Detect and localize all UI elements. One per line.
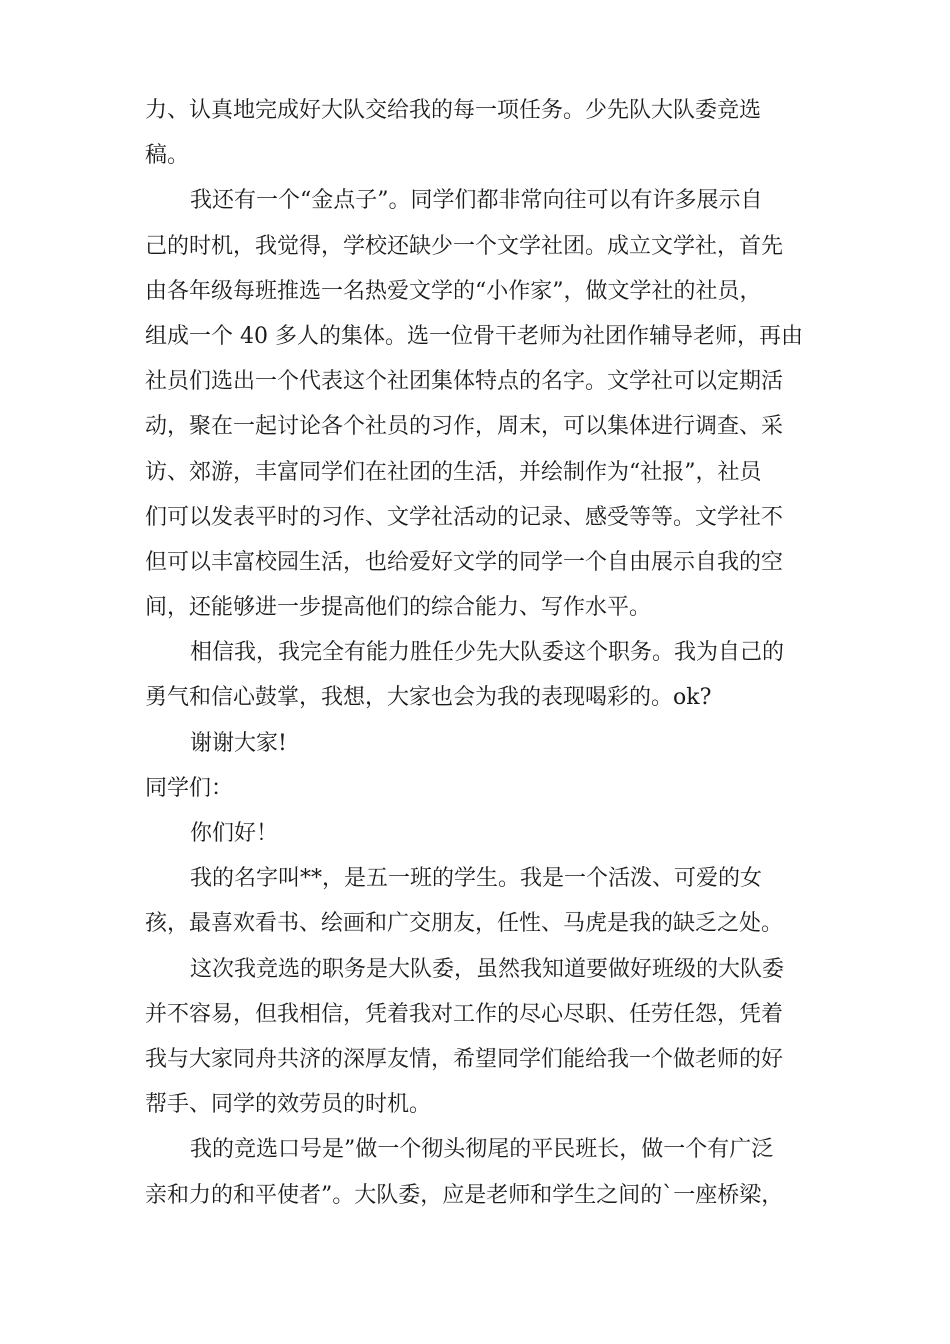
text-line: 但可以丰富校园生活，也给爱好文学的同学一个自由展示自我的空 — [145, 549, 784, 575]
text-line: 亲和力的和平使者”。大队委，应是老师和学生之间的`一座桥梁， — [145, 1182, 784, 1208]
text-line: 我的名字叫**，是五一班的学生。我是一个活泼、可爱的女 — [190, 866, 763, 892]
text-line: 我的竞选口号是”做一个彻头彻尾的平民班长，做一个有广泛 — [190, 1137, 774, 1163]
text-line: 谢谢大家! — [190, 730, 287, 756]
text-line: 帮手、同学的效劳员的时机。 — [145, 1092, 432, 1118]
text-line: 你们好！ — [190, 821, 279, 846]
text-line: 由各年级每班推选一名热爱文学的“小作家”，做文学社的社员， — [145, 278, 762, 304]
text-line: 己的时机，我觉得，学校还缺少一个文学社团。成立文学社，首先 — [145, 233, 784, 259]
text-line: 并不容易，但我相信，凭着我对工作的尽心尽职、任劳任怨，凭着 — [145, 1001, 784, 1027]
text-line: 我还有一个“金点子”。同学们都非常向往可以有许多展示自 — [190, 188, 763, 214]
text-line: 稿。 — [145, 143, 190, 169]
text-line: 我与大家同舟共济的深厚友情，希望同学们能给我一个做老师的好 — [145, 1046, 784, 1072]
text-line: 相信我，我完全有能力胜任少先大队委这个职务。我为自己的 — [190, 640, 785, 666]
text-line: 同学们： — [145, 775, 234, 801]
text-line: 间，还能够进一步提高他们的综合能力、写作水平。 — [145, 595, 652, 621]
text-line: 这次我竞选的职务是大队委，虽然我知道要做好班级的大队委 — [190, 956, 785, 982]
text-line: 动，聚在一起讨论各个社员的习作，周末，可以集体进行调查、采 — [145, 414, 784, 440]
document-body — [145, 88, 815, 1218]
text-line: 力、认真地完成好大队交给我的每一项任务。少先队大队委竞选 — [145, 98, 762, 123]
text-line: 勇气和信心鼓掌，我想，大家也会为我的表现喝彩的。ok? — [145, 685, 712, 711]
text-line: 们可以发表平时的习作、文学社活动的记录、感受等等。文学社不 — [145, 504, 784, 530]
text-line: 社员们选出一个代表这个社团集体特点的名字。文学社可以定期活 — [145, 369, 784, 395]
text-line: 组成一个 40 多人的集体。选一位骨干老师为社团作辅导老师，再由 — [145, 323, 803, 349]
text-line: 孩，最喜欢看书、绘画和广交朋友，任性、马虎是我的缺乏之处。 — [145, 911, 784, 937]
text-line: 访、郊游，丰富同学们在社团的生活，并绘制作为“社报”，社员 — [145, 459, 762, 485]
